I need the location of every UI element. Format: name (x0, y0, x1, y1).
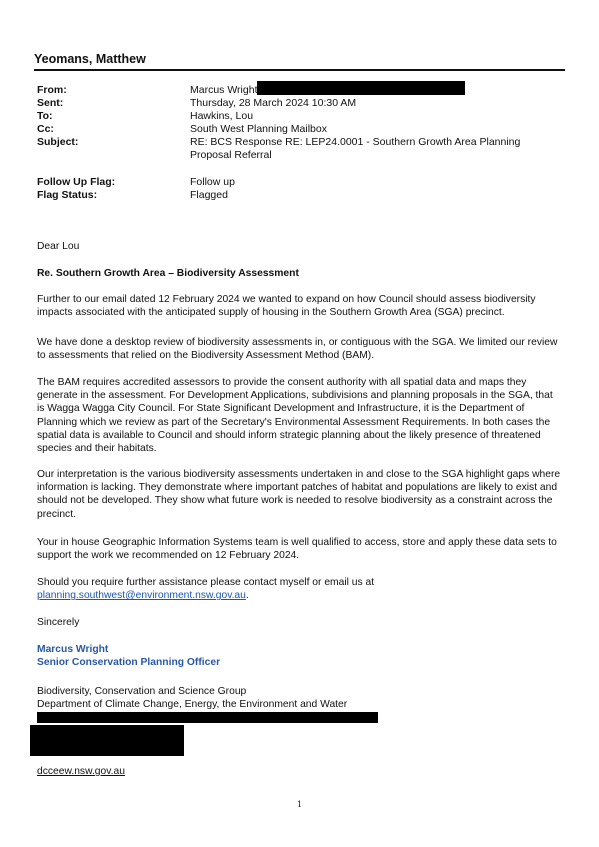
signature-name: Marcus Wright (37, 644, 109, 655)
signature-group: Biodiversity, Conservation and Science Group (37, 686, 247, 697)
flag-status-value: Flagged (190, 189, 228, 201)
redaction-box-logo (30, 725, 184, 756)
subject-label: Subject: (37, 136, 79, 148)
contact-period: . (245, 590, 249, 602)
from-value: Marcus Wright (190, 84, 258, 96)
signature-title: Senior Conservation Planning Officer (37, 657, 221, 669)
cc-label: Cc: (37, 123, 54, 135)
website-link[interactable]: dcceew.nsw.gov.au (37, 766, 125, 777)
paragraph-3: The BAM requires accredited assessors to provide the consent authority with all spatial data and maps they generate in the assessment. For Development Applications, subdivisions and planning proposals in the SGA, that is Wagga Wagga City Council. For State Significant Development and Infrastructure, it is the Department of Planning which we review as part of the Secretary's Environmental Assessment Requirements. In both cases the spatial data is available to Council and should inform strategic planning about the likely presence of threatened species and their habitats. (37, 377, 553, 455)
from-label: From: (37, 84, 67, 96)
closing: Sincerely (37, 617, 80, 628)
follow-up-flag-value: Follow up (190, 176, 235, 188)
signature-block (37, 643, 562, 669)
follow-up-flag-label: Follow Up Flag: (37, 176, 116, 188)
contact-text: Should you require further assistance please contact myself or email us at (37, 577, 375, 588)
paragraph-2: We have done a desktop review of biodiversity assessments in, or contiguous with the SGA. We limited our review to assessments that relied on the Biodiversity Assessment Method (BAM). (37, 337, 558, 362)
to-label: To: (37, 110, 53, 122)
redaction-box-contact (37, 712, 378, 723)
signature-department: Department of Climate Change, Energy, the Environment and Water (37, 699, 348, 710)
paragraph-4: Our interpretation is the various biodiversity assessments undertaken in and close to the SGA highlight gaps where information is lacking. They demonstrate where important patches of habitat and populations are likely to exist and should not be developed. They show what future work is needed to resolve biodiversity as a constraint across the precinct. (37, 469, 561, 520)
header-divider (34, 69, 565, 71)
sent-value: Thursday, 28 March 2024 10:30 AM (190, 97, 357, 109)
sent-label: Sent: (37, 97, 64, 109)
redaction-box-from (257, 81, 465, 95)
flag-status-label: Flag Status: (37, 189, 98, 201)
subject-value: RE: BCS Response RE: LEP24.0001 - Southern Growth Area Planning Proposal Referral (190, 136, 521, 161)
paragraph-1: Further to our email dated 12 February 2024 we wanted to expand on how Council should assess biodiversity impacts associated with the anticipated supply of housing in the Southern Growth Area (SGA) precinct. (37, 294, 536, 319)
email-link[interactable]: planning.southwest@environment.nsw.gov.au (37, 590, 246, 602)
sender-name: Yeomans, Matthew (34, 52, 146, 66)
paragraph-6 (37, 576, 562, 602)
to-value: Hawkins, Lou (190, 110, 254, 122)
letter-heading: Re. Southern Growth Area – Biodiversity Assessment (37, 268, 299, 279)
paragraph-5: Your in house Geographic Information Systems team is well qualified to access, store and apply these data sets to support the work we recommended on 12 February 2024. (37, 537, 557, 562)
cc-value: South West Planning Mailbox (190, 123, 327, 135)
page-number: 1 (296, 800, 303, 809)
greeting: Dear Lou (37, 241, 80, 252)
